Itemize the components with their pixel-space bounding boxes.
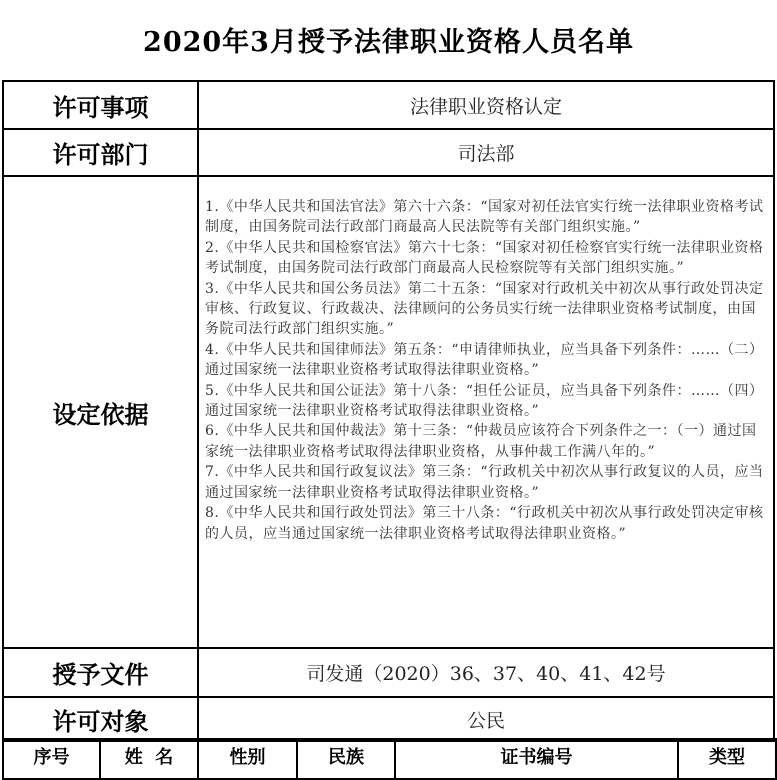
label-grant-document: 授予文件 [3,648,198,697]
value-permit-department: 司法部 [198,129,774,176]
header-serial-number: 序号 [3,739,100,779]
header-row [3,739,776,779]
basis-item: 1.《中华人民共和国法官法》第六十六条：“国家对初任法官实行统一法律职业资格考试制度，由国务院司法行政部门商最高人民法院等有关部门组织实施。” [205,199,764,236]
basis-item: 3.《中华人民共和国公务员法》第二十五条：“国家对行政机关中初次从事行政处罚决定审核、行政复议、行政裁决、法律顾问的公务员实行统一法律职业资格考试制度，由国务院司法行政部门组织实施。” [205,280,764,338]
header-type: 类型 [678,739,776,779]
row-grant-document [3,648,774,697]
basis-item: 6.《中华人民共和国仲裁法》第十三条：“仲裁员应该符合下列条件之一：（一）通过国家统一法律职业资格考试取得法律职业资格，从事仲裁工作满八年的。” [205,423,757,460]
label-permit-department: 许可部门 [3,129,198,176]
header-name: 姓 名 [100,739,198,779]
header-gender: 性别 [198,739,297,779]
permit-info-table [2,80,775,742]
label-legal-basis: 设定依据 [3,176,198,648]
document-title: 2020年3月授予法律职业资格人员名单 [143,27,634,58]
legal-basis-list [198,176,774,648]
row-legal-basis [3,176,774,648]
row-permit-target [3,697,774,741]
row-permit-department [3,129,774,176]
name-list-header [2,738,777,780]
basis-item: 5.《中华人民共和国公证法》第十八条：“担任公证员，应当具备下列条件：……（四）通过国家统一法律职业资格考试取得法律职业资格。” [205,382,764,420]
basis-item: 8.《中华人民共和国行政处罚法》第三十八条：“行政机关中初次从事行政处罚决定审核的人员，应当通过国家统一法律职业资格考试取得法律职业资格。” [205,505,764,542]
basis-item: 4.《中华人民共和国律师法》第五条：“申请律师执业，应当具备下列条件：……（二）通过国家统一法律职业资格考试取得法律职业资格。” [205,341,764,379]
value-permit-target: 公民 [198,697,774,741]
row-permit-item [3,81,774,129]
basis-item: 2.《中华人民共和国检察官法》第六十七条：“国家对初任检察官实行统一法律职业资格考试制度，由国务院司法行政部门商最高人民检察院等有关部门组织实施。” [205,239,764,277]
header-certificate-number: 证书编号 [395,739,678,779]
value-permit-item: 法律职业资格认定 [198,81,774,129]
value-grant-document: 司发通（2020）36、37、40、41、42号 [198,648,774,697]
basis-item: 7.《中华人民共和国行政复议法》第三条：“行政机关中初次从事行政复议的人员，应当通过国家统一法律职业资格考试取得法律职业资格。” [205,464,764,501]
label-permit-item: 许可事项 [3,81,198,129]
header-ethnicity: 民族 [297,739,395,779]
label-permit-target: 许可对象 [3,697,198,741]
